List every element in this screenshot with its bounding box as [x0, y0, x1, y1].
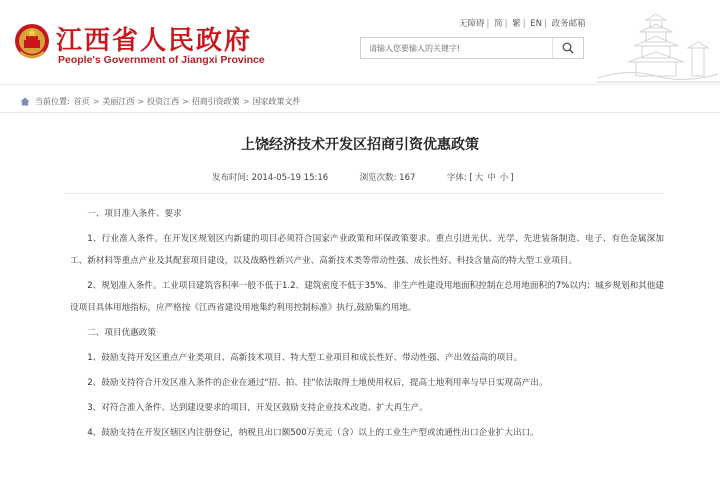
home-icon	[20, 97, 30, 106]
breadcrumb-national-policy[interactable]: 国家政策文件	[252, 97, 301, 106]
paragraph: 4、鼓励支持在开发区辖区内注册登记，纳税且出口额500万美元（含）以上的工业生产型或流通性出口企业扩大出口。	[87, 428, 539, 438]
paragraph: 1、鼓励支持开发区重点产业类项目、高新技术项目、特大型工业项目和成长性好、带动性强、产出效益高的项目。	[87, 353, 523, 363]
top-links: 无障碍 | 简 | 繁 | EN | 政务邮箱	[459, 19, 586, 29]
national-emblem-icon	[14, 22, 50, 60]
paragraph: 2、鼓励支持符合开发区准入条件的企业在通过"招、拍、挂"依法取得土地使用权后，提高土地利用率与早日实现高产出。	[87, 378, 548, 388]
font-medium[interactable]: 中	[487, 173, 496, 183]
pavilion-skyline-icon	[596, 8, 720, 84]
breadcrumb-invest-jiangxi[interactable]: 投资江西	[147, 97, 180, 106]
search-button[interactable]	[552, 38, 583, 58]
search-input[interactable]	[361, 38, 551, 58]
publish-label: 发布时间:	[212, 173, 249, 183]
bottom-fade	[0, 452, 720, 480]
header-divider	[0, 84, 720, 85]
breadcrumb-home[interactable]: 首页	[73, 97, 90, 106]
search-box	[360, 37, 584, 59]
views-count: 167	[399, 173, 416, 183]
article-title: 上饶经济技术开发区招商引资优惠政策	[241, 137, 479, 153]
font-small[interactable]: 小	[499, 173, 509, 183]
link-traditional[interactable]: 繁	[512, 19, 521, 29]
paragraph: 2、规划准入条件。工业项目建筑容积率一般不低于1.2、建筑密度不低于35%、非生产性建设用地面积控制在总用地面积的7%以内；城乡规划和其他建设项目具体用地指标，应严格按《江西省建设用地集约利用控制标准》执行,鼓励集约用地。	[70, 281, 664, 313]
breadcrumb-divider	[0, 112, 720, 113]
breadcrumb-investment-policy[interactable]: 招商引资政策	[191, 97, 240, 106]
breadcrumb-beautiful-jiangxi[interactable]: 美丽江西	[102, 97, 135, 106]
section-heading: 二、项目优惠政策	[87, 328, 156, 338]
paragraph: 3、对符合准入条件、达到建设要求的项目，开发区鼓励支持企业技术改造、扩大再生产。	[87, 403, 428, 413]
link-simplified[interactable]: 简	[494, 19, 503, 29]
meta-divider	[64, 193, 664, 194]
font-large[interactable]: 大	[474, 173, 484, 183]
paragraph: 1、行业准入条件。在开发区规划区内新建的项目必须符合国家产业政策和环保政策要求。重点引进光伏、光学、先进装备制造、电子、有色金属深加工、新材料等重点产业及其配套项目建设，以及战略性新兴产业、高新技术类等带动性强、成长性好、科技含量高的特大型工业项目。	[70, 234, 664, 266]
site-title[interactable]: 江西省人民政府	[56, 26, 253, 56]
breadcrumb: 当前位置: 首页 > 美丽江西 > 投资江西 > 招商引资政策 > 国家政策文件	[20, 96, 301, 107]
link-accessibility[interactable]: 无障碍	[459, 19, 485, 29]
font-size-label: 字体:	[446, 173, 467, 183]
article-content	[70, 203, 664, 447]
font-size-switch: [ 大 中 小 ]	[469, 173, 514, 183]
site-subtitle: People's Government of Jiangxi Province	[58, 54, 265, 66]
search-icon	[562, 42, 574, 54]
section-heading: 一、项目准入条件、要求	[87, 209, 182, 219]
publish-time: 2014-05-19 15:16	[251, 173, 329, 183]
link-english[interactable]: EN	[530, 19, 543, 29]
site-header	[0, 0, 720, 84]
views-label: 浏览次数:	[359, 173, 397, 183]
article-meta	[212, 171, 514, 183]
link-gov-mail[interactable]: 政务邮箱	[551, 19, 586, 29]
breadcrumb-label: 当前位置:	[35, 97, 70, 106]
